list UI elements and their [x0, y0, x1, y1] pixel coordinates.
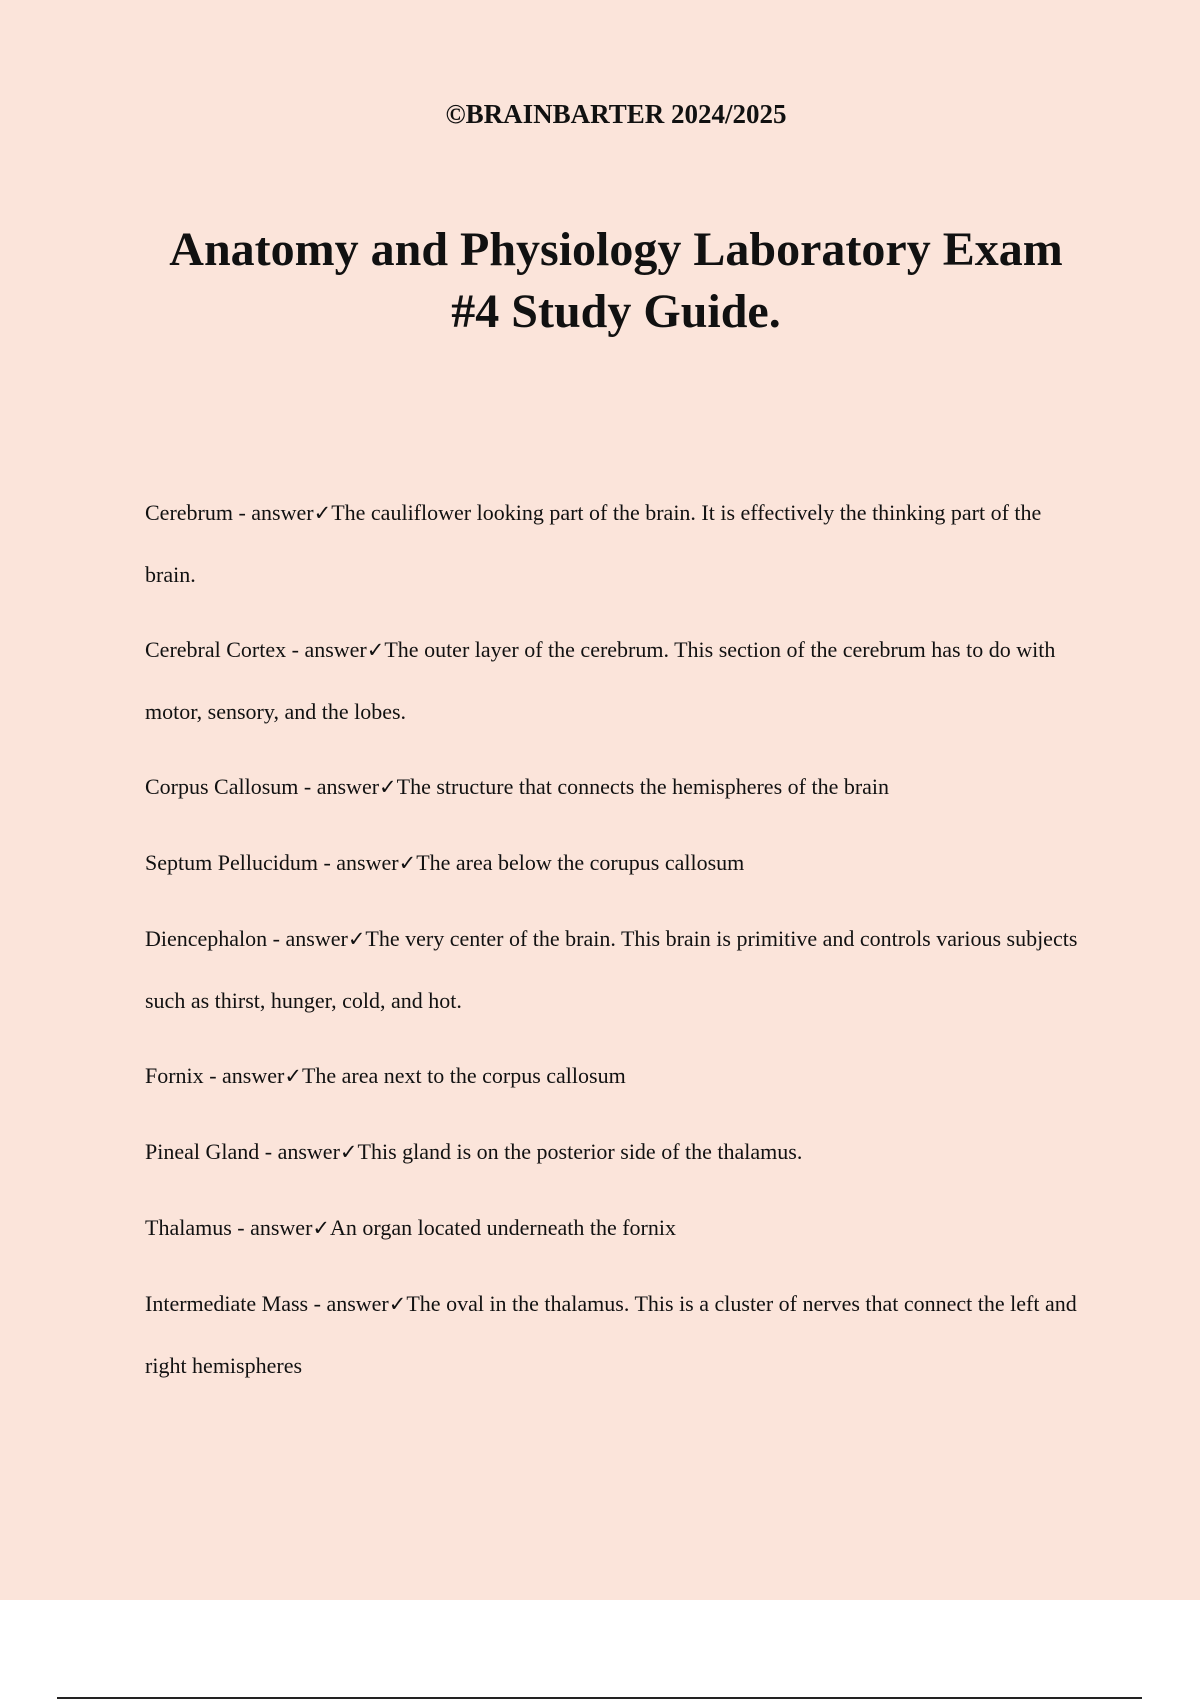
entry-answer: This gland is on the posterior side of the thalamus. — [357, 1139, 803, 1164]
check-icon: ✓ — [284, 1064, 302, 1088]
entry-term: Fornix — [145, 1063, 204, 1088]
study-entry — [145, 1045, 1095, 1107]
entry-answer: The very center of the brain. This brain is primitive and controls various subjects such as thirst, hunger, cold, and hot. — [145, 926, 1078, 1013]
entry-separator: - — [209, 1063, 223, 1088]
answer-label: answer — [222, 1063, 285, 1088]
entry-term: Cerebral Cortex — [145, 637, 287, 662]
entry-answer: The area next to the corpus callosum — [301, 1063, 626, 1088]
entry-separator: - — [291, 637, 305, 662]
entry-separator: - — [313, 1291, 327, 1316]
entry-term: Corpus Callosum — [145, 774, 299, 799]
study-entry — [145, 1197, 1095, 1259]
check-icon: ✓ — [339, 1140, 358, 1164]
entry-term: Septum Pellucidum — [145, 850, 318, 875]
entry-answer: The area below the corupus callosum — [416, 850, 745, 875]
study-entry — [145, 1273, 1095, 1396]
check-icon: ✓ — [366, 638, 385, 662]
answer-label: answer — [326, 1291, 389, 1316]
entry-term: Intermediate Mass — [145, 1291, 309, 1316]
entry-separator: - — [237, 1215, 251, 1240]
entry-term: Thalamus — [145, 1215, 232, 1240]
entry-separator: - — [303, 774, 317, 799]
answer-label: answer — [316, 774, 380, 799]
check-icon: ✓ — [388, 1292, 407, 1316]
entry-answer: The outer layer of the cerebrum. This section of the cerebrum has to do with motor, sensory, and the lobes. — [145, 637, 1056, 724]
document-title: Anatomy and Physiology Laboratory Exam #4 Study Guide. — [169, 223, 1063, 338]
study-entry — [145, 482, 1095, 605]
check-icon: ✓ — [398, 851, 417, 875]
entry-separator: - — [238, 500, 252, 525]
answer-label: answer — [285, 926, 348, 951]
study-entry — [145, 756, 1095, 818]
entry-separator: - — [264, 1139, 278, 1164]
check-icon: ✓ — [312, 1216, 331, 1240]
entry-answer: The structure that connects the hemispheres of the brain — [396, 774, 890, 799]
entry-answer: The oval in the thalamus. This is a cluster of nerves that connect the left and right hemispheres — [145, 1291, 1077, 1378]
copyright-notice: ©BRAINBARTER 2024/2025 — [445, 99, 787, 129]
entry-answer: The cauliflower looking part of the brain. It is effectively the thinking part of the brain. — [145, 500, 1042, 587]
entry-separator: - — [272, 926, 286, 951]
entry-term: Cerebrum — [145, 500, 233, 525]
footer-divider — [57, 1697, 1142, 1699]
study-entry — [145, 908, 1095, 1031]
entry-separator: - — [323, 850, 337, 875]
entry-term: Diencephalon — [145, 926, 268, 951]
study-entry — [145, 619, 1095, 742]
entry-term: Pineal Gland — [145, 1139, 260, 1164]
answer-label: answer — [304, 637, 367, 662]
study-guide-entries — [145, 482, 1095, 1410]
check-icon: ✓ — [379, 775, 397, 799]
answer-label: answer — [336, 850, 399, 875]
check-icon: ✓ — [313, 501, 332, 525]
entry-answer: An organ located underneath the fornix — [330, 1215, 676, 1240]
answer-label: answer — [277, 1139, 340, 1164]
study-entry — [145, 832, 1095, 894]
study-entry — [145, 1121, 1095, 1183]
answer-label: answer — [251, 500, 314, 525]
check-icon: ✓ — [347, 927, 366, 951]
answer-label: answer — [250, 1215, 313, 1240]
